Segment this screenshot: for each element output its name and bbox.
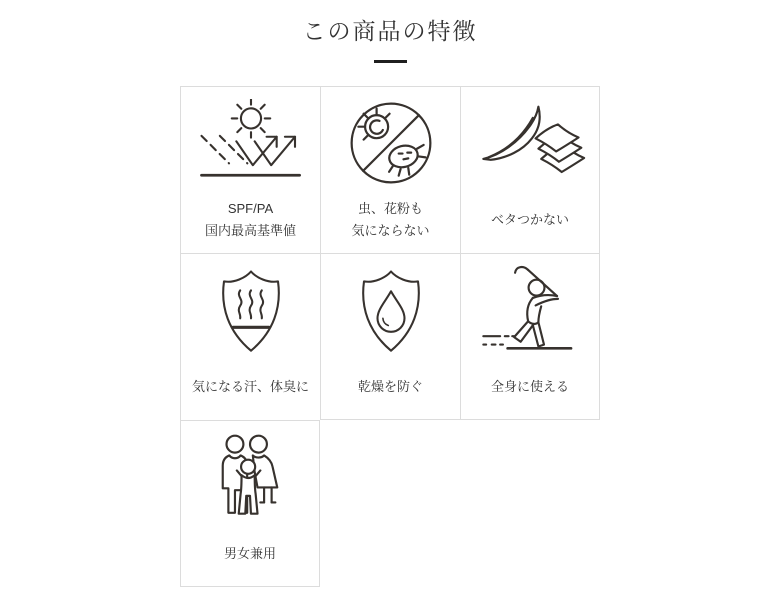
feature-cell-no-insect [320,86,460,253]
uv-reflect-icon [181,87,320,191]
feature-label-line: ベタつかない [490,212,569,227]
feature-label [192,358,309,420]
feature-label [205,191,296,253]
feature-label-line: 乾燥を防ぐ [357,378,423,394]
feature-cell-spf [180,86,320,253]
feature-cell-non-sticky [460,86,600,253]
feature-label [491,191,569,253]
feature-label [351,191,429,253]
feather-sheets-icon [461,87,599,191]
feature-cell-whole-body [460,253,600,420]
feature-label [224,525,276,586]
shield-sweat-icon [181,254,320,358]
title-underline-rule [374,60,407,63]
shield-moisture-icon [321,254,460,358]
feature-label-line: SPF/PA [227,201,274,216]
feature-label-line: 国内最高基準値 [204,223,296,238]
feature-label-line: 気になる汗、体臭に [191,379,309,394]
feature-label-line: 全身に使える [490,378,569,394]
no-insect-pollen-icon [321,87,460,191]
feature-grid [180,86,600,587]
golfer-icon [461,254,599,358]
unisex-family-icon [181,421,319,525]
feature-label [491,358,569,419]
feature-label-line: 気にならない [351,223,430,238]
feature-cell-sweat-odor [180,253,320,420]
feature-label [358,358,423,419]
feature-cell-dryness [320,253,460,420]
feature-cell-unisex [180,420,320,587]
page-title: この商品の特徴 [302,19,478,44]
feature-label-line: 虫、花粉も [357,201,423,216]
feature-label-line: 男女兼用 [223,545,276,561]
